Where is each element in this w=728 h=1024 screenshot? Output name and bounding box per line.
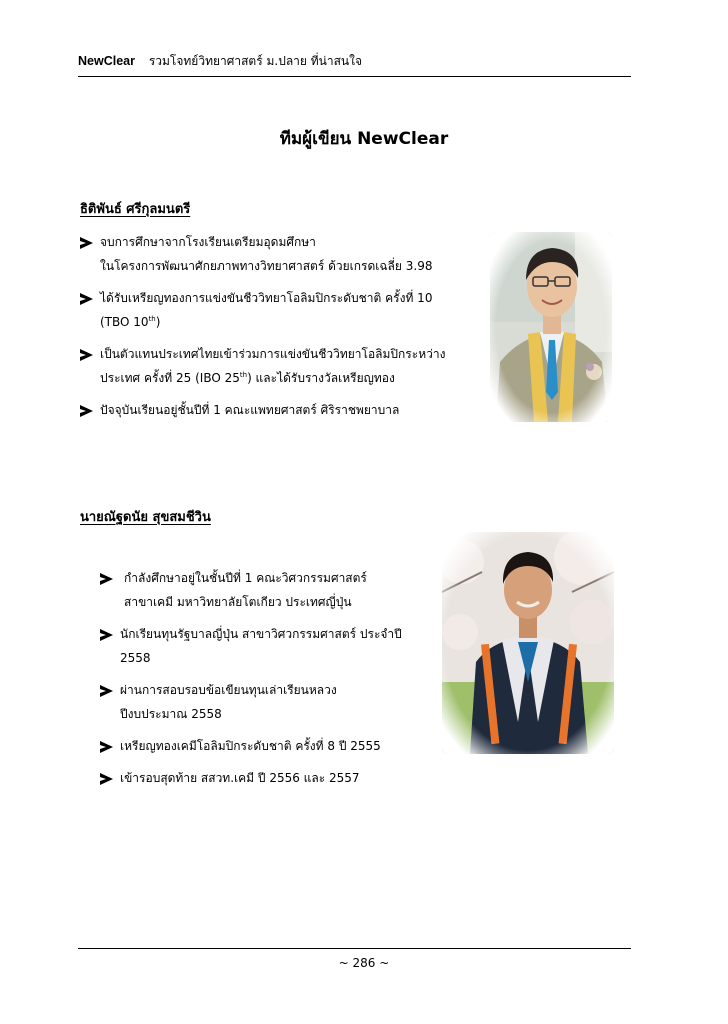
arrow-bullet-icon xyxy=(80,349,93,361)
person1-bullet-list xyxy=(80,230,480,422)
arrow-bullet-icon xyxy=(100,573,113,585)
arrow-bullet-icon xyxy=(80,293,93,305)
list-item: ได้รับเหรียญทองการแข่งขันชีววิทยาโอลิมปิกระดับชาติ ครั้งที่ 10 (TBO 10th) xyxy=(80,286,480,334)
list-item: จบการศึกษาจากโรงเรียนเตรียมอุดมศึกษา ในโครงการพัฒนาศักยภาพทางวิทยาศาสตร์ ด้วยเกรดเฉลี่ย 3.98 xyxy=(80,230,480,278)
list-item: เป็นตัวแทนประเทศไทยเข้าร่วมการแข่งขันชีววิทยาโอลิมปิกระหว่าง ประเทศ ครั้งที่ 25 (IBO 25th) และได้รับรางวัลเหรียญทอง xyxy=(80,342,480,390)
person2-bullet-list xyxy=(100,566,440,790)
running-header xyxy=(78,52,630,70)
list-item: เข้ารอบสุดท้าย สสวท.เคมี ปี 2556 และ 2557 xyxy=(100,766,440,790)
person2-name: นายณัฐดนัย สุขสมชีวิน xyxy=(80,510,211,525)
arrow-bullet-icon xyxy=(100,629,113,641)
list-item: กำลังศึกษาอยู่ในชั้นปีที่ 1 คณะวิศวกรรมศาสตร์ สาขาเคมี มหาวิทยาลัยโตเกียว ประเทศญี่ปุ่น xyxy=(100,566,440,614)
list-item: ปัจจุบันเรียนอยู่ชั้นปีที่ 1 คณะแพทยศาสตร์ ศิริราชพยาบาล xyxy=(80,398,480,422)
header-brand: NewClear xyxy=(78,54,135,68)
header-rule xyxy=(78,76,631,77)
person1-name: ธิติพันธ์ ศรีกุลมนตรี xyxy=(80,202,191,217)
footer-rule xyxy=(78,948,631,949)
page-title: ทีมผู้เขียน NewClear xyxy=(279,129,449,149)
arrow-bullet-icon xyxy=(100,773,113,785)
person2-photo xyxy=(442,532,614,754)
person1-photo xyxy=(490,232,612,422)
list-item: นักเรียนทุนรัฐบาลญี่ปุ่น สาขาวิศวกรรมศาสตร์ ประจำปี 2558 xyxy=(100,622,440,670)
list-item: ผ่านการสอบรอบข้อเขียนทุนเล่าเรียนหลวง ปีงบประมาณ 2558 xyxy=(100,678,440,726)
arrow-bullet-icon xyxy=(80,405,93,417)
arrow-bullet-icon xyxy=(100,685,113,697)
arrow-bullet-icon xyxy=(80,237,93,249)
header-subtitle: รวมโจทย์วิทยาศาสตร์ ม.ปลาย ที่น่าสนใจ xyxy=(148,54,363,68)
arrow-bullet-icon xyxy=(100,741,113,753)
list-item: เหรียญทองเคมีโอลิมปิกระดับชาติ ครั้งที่ 8 ปี 2555 xyxy=(100,734,440,758)
page-number: ~ 286 ~ xyxy=(338,956,390,970)
